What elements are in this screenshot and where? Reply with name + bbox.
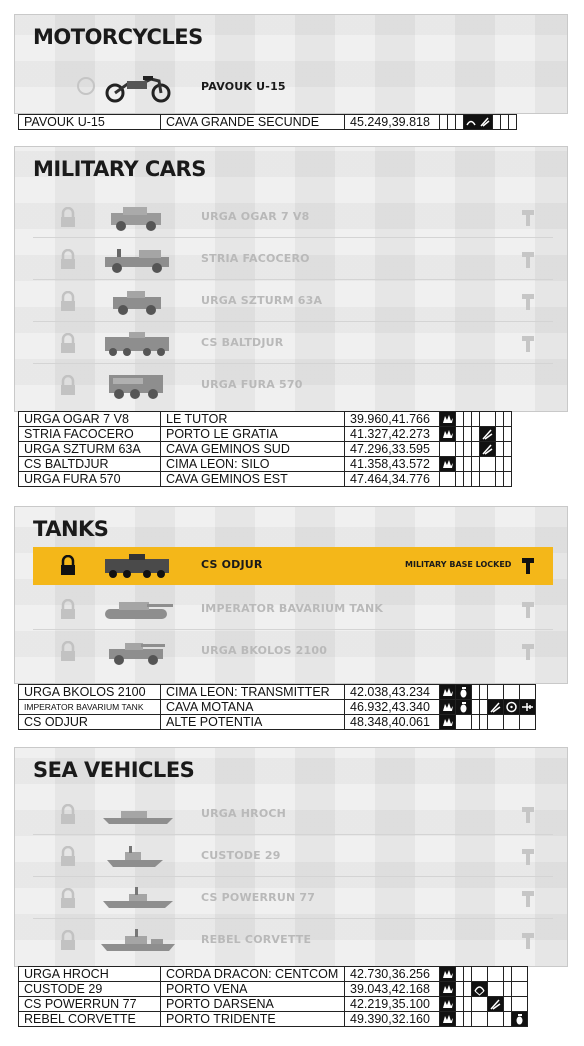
lock-icon [57,804,79,826]
lock-icon [57,846,79,868]
lock-icon [57,333,79,355]
vehicle-cell: URGA HROCH [19,967,161,982]
explosion-icon [440,982,455,996]
parachute-icon [472,982,487,996]
table-row [19,472,512,487]
table-row [19,427,512,442]
section-title: TANKS [33,517,109,541]
vehicle-name: URGA OGAR 7 V8 [201,210,310,223]
place-cell: CAVA MOTANA [161,700,345,715]
marker-icon [521,335,535,353]
marker-icon [521,932,535,950]
apc-icon [99,329,177,359]
armored-truck-icon [99,371,177,401]
location-table [18,114,517,130]
table-row [19,442,512,457]
marker-icon [521,848,535,866]
vehicle-cell: URGA FURA 570 [19,472,161,487]
section-title: MOTORCYCLES [33,25,203,49]
marker-icon [521,209,535,227]
table-row [19,715,536,730]
vehicle-row[interactable] [33,325,553,364]
vehicle-name: URGA HROCH [201,807,287,820]
plane-icon [520,700,535,714]
military-car-icon [99,203,177,233]
vehicle-row[interactable] [33,283,553,322]
vehicle-row[interactable] [33,367,553,405]
coords-cell: 46.932,43.340 [345,700,440,715]
coords-cell: 47.296,33.595 [345,442,440,457]
grenade-icon [456,700,471,714]
table-row [19,1012,528,1027]
wingsuit-icon [480,442,495,456]
coords-cell: 41.358,43.572 [345,457,440,472]
vehicle-name: CUSTODE 29 [201,849,281,862]
explosion-icon [440,997,455,1011]
explosion-icon [440,457,455,471]
location-table [18,684,536,730]
explosion-icon [440,427,455,441]
sea-vehicles-panel [14,747,568,967]
wingsuit-icon [480,427,495,441]
armed-truck-icon [99,245,177,275]
vehicle-row[interactable] [33,796,553,835]
vehicle-row[interactable] [33,199,553,238]
table-row [19,967,528,982]
coords-cell: 42.038,43.234 [345,685,440,700]
coords-cell: 49.390,32.160 [345,1012,440,1027]
wingsuit-icon [488,700,503,714]
vehicle-name: IMPERATOR BAVARIUM TANK [201,602,384,615]
radio-circle-icon[interactable] [77,77,95,95]
place-cell: PORTO TRIDENTE [161,1012,345,1027]
explosion-icon [440,1012,455,1026]
wingsuit-icon [488,997,503,1011]
tanks-panel [14,506,568,684]
section-title: MILITARY CARS [33,157,206,181]
coords-cell: 42.219,35.100 [345,997,440,1012]
table-row [19,412,512,427]
coords-cell: 39.043,42.168 [345,982,440,997]
vehicle-cell: IMPERATOR BAVARIUM TANK [19,700,161,715]
marker-icon [521,806,535,824]
place-cell: CAVA GEMINOS EST [161,472,345,487]
marker-icon [521,557,535,575]
motorcycles-panel [14,14,568,114]
vehicle-cell: URGA BKOLOS 2100 [19,685,161,700]
vehicle-row[interactable] [33,922,553,960]
grenade-icon [456,685,471,699]
tank-icon [99,595,177,625]
place-cell: ALTE POTENTIA [161,715,345,730]
place-cell: PORTO LE GRATIA [161,427,345,442]
armored-car-icon [99,287,177,317]
vehicle-cell: URGA SZTURM 63A [19,442,161,457]
vehicle-name: STRIA FACOCERO [201,252,310,265]
vehicle-cell: CS POWERRUN 77 [19,997,161,1012]
marker-icon [521,251,535,269]
lock-icon [57,599,79,621]
lock-icon [57,291,79,313]
patrol-boat-icon [99,800,177,830]
corvette-icon [99,926,177,956]
marker-icon [521,890,535,908]
coords-cell: 41.327,42.273 [345,427,440,442]
table-row [19,982,528,997]
table-row [19,115,517,130]
wheel-icon [504,700,519,714]
motorcycle-icon [99,73,177,103]
marker-icon [521,293,535,311]
lock-icon [57,555,79,577]
vehicle-name: PAVOUK U-15 [201,80,286,93]
place-cell: CIMA LEON: SILO [161,457,345,472]
vehicle-row[interactable] [33,633,553,671]
coords-cell: 48.348,40.061 [345,715,440,730]
place-cell: CORDA DRACON: CENTCOM [161,967,345,982]
vehicle-cell: URGA OGAR 7 V8 [19,412,161,427]
lock-icon [57,930,79,952]
coords-cell: 42.730,36.256 [345,967,440,982]
apc-icon [99,551,177,581]
vehicle-row[interactable] [33,241,553,280]
place-cell: LE TUTOR [161,412,345,427]
lock-icon [57,207,79,229]
vehicle-cell: CUSTODE 29 [19,982,161,997]
vehicle-name: URGA FURA 570 [201,378,303,391]
lock-icon [57,375,79,397]
place-cell: PORTO DARSENA [161,997,345,1012]
table-row [19,457,512,472]
table-row [19,685,536,700]
vehicle-name: REBEL CORVETTE [201,933,312,946]
explosion-icon [440,412,455,426]
vehicle-name: URGA SZTURM 63A [201,294,323,307]
marker-icon [521,643,535,661]
vehicle-cell: PAVOUK U-15 [19,115,161,130]
location-table [18,966,528,1027]
lock-icon [57,249,79,271]
vehicle-cell: STRIA FACOCERO [19,427,161,442]
lock-icon [57,888,79,910]
vehicle-name: CS ODJUR [201,558,263,571]
location-table [18,411,512,487]
explosion-icon [440,715,455,729]
place-cell: CAVA GEMINOS SUD [161,442,345,457]
vehicle-cell: CS BALTDJUR [19,457,161,472]
vehicle-row[interactable] [33,880,553,919]
coords-cell: 45.249,39.818 [345,115,440,130]
explosion-icon [440,700,455,714]
table-row [19,997,528,1012]
place-cell: PORTO VENA [161,982,345,997]
vehicle-row-selected[interactable] [33,547,553,585]
speedboat-icon [99,842,177,872]
military-cars-panel [14,146,568,412]
section-title: SEA VEHICLES [33,758,195,782]
place-cell: CAVA GRANDE SECUNDE [161,115,345,130]
explosion-icon [440,967,455,981]
place-cell: CIMA LEON: TRANSMITTER [161,685,345,700]
vehicle-row[interactable] [33,591,553,630]
grenade-icon [512,1012,527,1026]
marker-icon [521,601,535,619]
vehicle-name: CS POWERRUN 77 [201,891,316,904]
vehicle-name: URGA BKOLOS 2100 [201,644,328,657]
lock-icon [57,641,79,663]
vehicle-name: CS BALTDJUR [201,336,284,349]
armed-car-icon [99,637,177,667]
parachute-icon [464,115,492,129]
status-text: MILITARY BASE LOCKED [405,560,512,569]
explosion-icon [440,685,455,699]
vehicle-row[interactable] [33,69,553,107]
vehicle-cell: CS ODJUR [19,715,161,730]
coords-cell: 47.464,34.776 [345,472,440,487]
coords-cell: 39.960,41.766 [345,412,440,427]
table-row [19,700,536,715]
vehicle-cell: REBEL CORVETTE [19,1012,161,1027]
powerboat-icon [99,884,177,914]
vehicle-row[interactable] [33,838,553,877]
